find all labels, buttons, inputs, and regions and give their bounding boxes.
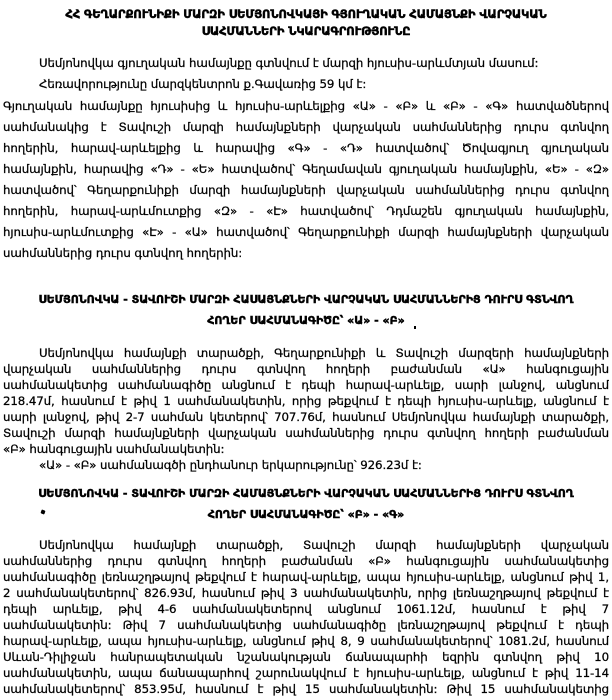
text-line: հյուսիս-արևմուտքից «Է» - «Ա» հատվածով՝ Գեղարքունիքի մարզի համայնքների վարչական xyxy=(3,225,609,239)
section-b-g-heading-line2: ՀՈՂԵՐ ՍԱՀՄԱՆԱԳԻԾԸ՝ «Բ» - «Գ» xyxy=(207,508,405,521)
text-line: 2 սահմանակետերով՝ 826.93մ, հասնում թիվ 3 սահմանակետին, որից լեռնաշղթայով թեքվում է xyxy=(3,586,609,600)
text-line: սահմաններից դուրս գտնվող հողերին: xyxy=(3,246,243,260)
text-line: դեպի արևելք, թիվ 4-6 սահմանակետերով անցնում 1061.12մ, հասնում է թիվ 7 xyxy=(3,602,609,616)
intro-location-line: Սեմյոնովկա գյուղական համայնքը գտնվում է մարզի հյուսիս-արևմտյան մասում: xyxy=(39,56,539,70)
text-line: Տավուշի մարզի համայնքների վարչական սահմաններից դուրս գտնվող հողերի բաժանման xyxy=(3,426,609,440)
text-line: սահմանակետերով՝ 853.95մ, հասնում է թիվ 15 սահմանակետին: Թիվ 15 սահմանակետից xyxy=(3,682,609,696)
text-line: «Բ» հանգուցային սահմանակետին: xyxy=(3,442,225,456)
document-title xyxy=(3,6,609,40)
text-line: վարչական սահմաններից դուրս գտնվող հողերի բաժանման «Ա» հանգուցային xyxy=(3,362,609,376)
text-line: հատվածով՝ Գեղարքունիքի մարզի համայնքների վարչական սահմաններից դուրս գտնվող xyxy=(3,183,609,197)
section-a-b-paragraph xyxy=(3,345,609,457)
text-line: սահմանագիծը լեռնաշղթայով թեքվում է հարավ-արևելք, ապա հյուսիս-արևելք, անցնում թիվ 1, xyxy=(3,570,609,584)
text-line: հարավ-արևելք, ապա հյուսիս-արևելք, անցնում թիվ 8, 9 սահմանակետերով՝ 1081.2մ, հասնում xyxy=(3,634,609,648)
section-a-b-heading-line2: ՀՈՂԵՐ ՍԱՀՄԱՆԱԳԻԾԸ՝ «Ա» - «Բ» xyxy=(207,314,405,327)
section-a-b-total-length: «Ա» - «Բ» սահմանագծի ընդհանուր երկարությունը՝ 926.23մ է: xyxy=(39,458,422,472)
text-line: հողերին, հարավ-արևմուտքից «Զ» - «Է» հատվածով՝ Դդմաշեն գյուղական համայնքին, xyxy=(3,204,609,218)
text-line: հողերին, հարավ-արևելքից և հարավից «Գ» - «Դ» հատվածով՝ Ծովագյուղ գյուղական xyxy=(3,141,609,155)
intro-paragraphs xyxy=(3,53,609,95)
section-heading-b-g xyxy=(3,483,609,525)
text-line: սահմաններից դուրս գտնվող հողերի բաժանման «Բ» հանգուցային սահմանակետից xyxy=(3,554,609,568)
text-line: սահմանակից է Տավուշի մարզի համայնքների վարչական սահմաններից դուրս գտնվող xyxy=(3,120,609,134)
text-line: Սեմյոնովկա համայնքի տարածքի, Տավուշի մարզի համայնքների վարչական xyxy=(39,538,609,552)
text-line: համայնքին, հարավից «Դ» - «Ե» հատվածով՝ Գեղամավան գյուղական համայնքին, «Ե» - «Զ» xyxy=(3,162,609,176)
boundary-overview-paragraph xyxy=(3,96,609,264)
text-line: սահմանակետին, ապա ճանապարհով շարունակվում է հյուսիս-արևելք, անցնում է թիվ 11-14 xyxy=(3,666,609,680)
text-line: Սևան-Դիլիջան հանրապետական նշանակության ճանապարհի եզրին գտնվող թիվ 10 xyxy=(3,650,609,664)
section-a-b-heading-line1: ՍԵՄՅՈՆՈՎԿԱ - ՏԱՎՈՒՇԻ ՄԱՐԶԻ ՀԱՍԱՅՆՔՆԵՐԻ ՎԱՐՉԱԿԱՆ ՍԱՀՄԱՆՆԵՐԻՑ ԴՈՒՐՍ ԳՏՆՎՈՂ xyxy=(38,293,574,306)
text-line: սահմանակետից սահմանագիծը անցնում է դեպի հարավ-արևելք, սարի լանջով, անցնում xyxy=(3,378,609,392)
section-b-g-heading-line1: ՍԵՄՅՈՆՈՎԿԱ - ՏԱՎՈՒՇԻ ՄԱՐԶԻ ՀԱՄԱՅՆՔՆԵՐԻ ՎԱՐՉԱԿԱՆ ՍԱՀՄԱՆՆԵՐԻՑ ԴՈՒՐՍ ԳՏՆՎՈՂ xyxy=(38,487,574,500)
document-title-line1: ՀՀ ԳԵՂԱՐՔՈՒՆԻՔԻ ՄԱՐԶԻ ՍԵՄՅՈՆՈՎԿԱՅԻ ԳՅՈՒՂԱԿԱՆ ՀԱՄԱՅՆՔԻ ՎԱՐՉԱԿԱՆ xyxy=(65,7,547,21)
text-line: Սեմյոնովկա համայնքի տարածքի, Գեղարքունիքի և Տավուշի մարզերի համայնքների xyxy=(39,346,609,360)
section-heading-a-b xyxy=(3,289,609,331)
text-line: Գյուղական համայնքը հյուսիսից և հյուսիս-արևելքից «Ա» - «Բ» և «Բ» - «Գ» հատվածներով xyxy=(3,99,609,113)
section-b-g-paragraph xyxy=(3,537,609,697)
document-title-line2: ՍԱՀՄԱՆՆԵՐԻ ՆԿԱՐԱԳՐՈՒԹՅՈՒՆԸ xyxy=(201,24,411,38)
text-line: սահմանակետին: Թիվ 7 սահմանակետից սահմանագիծը լեռնաշղթայով թեքվում է դեպի xyxy=(3,618,609,632)
text-line: 218.47մ, հասնում է թիվ 1 սահմանակետին, որից թեքվում է դեպի հյուսիս-արևելք, անցնում է xyxy=(3,394,609,408)
intro-distance-line: Հեռավորությունը մարզկենտրոն ք.Գավառից 59 կմ է: xyxy=(39,77,367,91)
scan-speck-dot xyxy=(414,326,416,329)
text-line: սարի լանջով, թիվ 2-7 սահման կետերով՝ 707.76մ, հասնում Սեմյոնովկա համայնքի տարածքի, xyxy=(3,410,609,424)
